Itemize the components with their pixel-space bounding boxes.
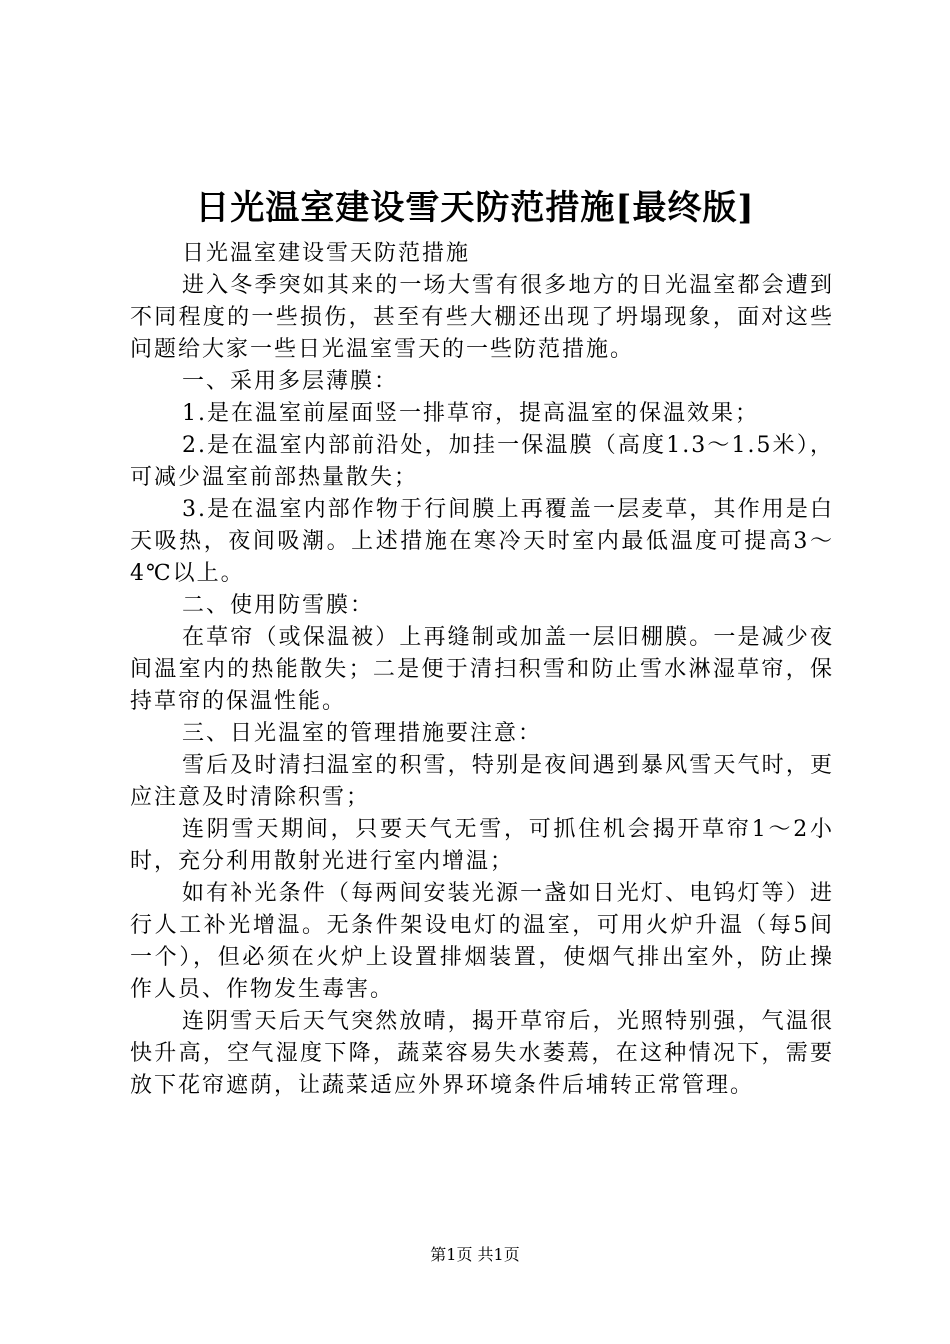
intro-paragraph: 进入冬季突如其来的一场大雪有很多地方的日光温室都会遭到不同程度的一些损伤，甚至有些大棚还出现了坍塌现象，面对这些问题给大家一些日光温室雪天的一些防范措施。 [130,273,834,362]
document-title: 日光温室建设雪天防范措施[最终版] [195,188,755,228]
list-item-3: 3.是在温室内部作物于行间膜上再覆盖一层麦草，其作用是白天吸热，夜间吸潮。上述措施在寒冷天时室内最低温度可提高3～4℃以上。 [130,497,834,586]
section-heading-3: 三、日光温室的管理措施要注意： [182,721,543,746]
subtitle-paragraph: 日光温室建设雪天防范措施 [182,241,471,266]
section-heading-1: 一、采用多层薄膜： [182,369,399,394]
section-heading-2: 二、使用防雪膜： [182,593,375,618]
body-paragraph: 在草帘（或保温被）上再缝制或加盖一层旧棚膜。一是减少夜间温室内的热能散失；二是便于清扫积雪和防止雪水淋湿草帘，保持草帘的保温性能。 [130,625,834,714]
list-item-1: 1.是在温室前屋面竖一排草帘，提高温室的保温效果； [182,401,759,426]
body-paragraph: 连阴雪天期间，只要天气无雪，可抓住机会揭开草帘1～2小时，充分利用散射光进行室内增温； [130,817,834,874]
list-item-2: 2.是在温室内部前沿处，加挂一保温膜（高度1.3～1.5米），可减少温室前部热量散失； [130,433,834,490]
body-paragraph: 雪后及时清扫温室的积雪，特别是夜间遇到暴风雪天气时，更应注意及时清除积雪； [130,753,834,810]
document-body [130,238,834,1102]
body-paragraph: 连阴雪天后天气突然放晴，揭开草帘后，光照特别强，气温很快升高，空气湿度下降，蔬菜容易失水萎蔫，在这种情况下，需要放下花帘遮荫，让蔬菜适应外界环境条件后埔转正常管理。 [130,1009,834,1098]
body-paragraph: 如有补光条件（每两间安装光源一盏如日光灯、电钨灯等）进行人工补光增温。无条件架设电灯的温室，可用火炉升温（每5间一个），但必须在火炉上设置排烟装置，使烟气排出室外，防止操作人员、作物发生毒害。 [130,881,834,1002]
page-footer: 第1页 共1页 [430,1245,520,1264]
